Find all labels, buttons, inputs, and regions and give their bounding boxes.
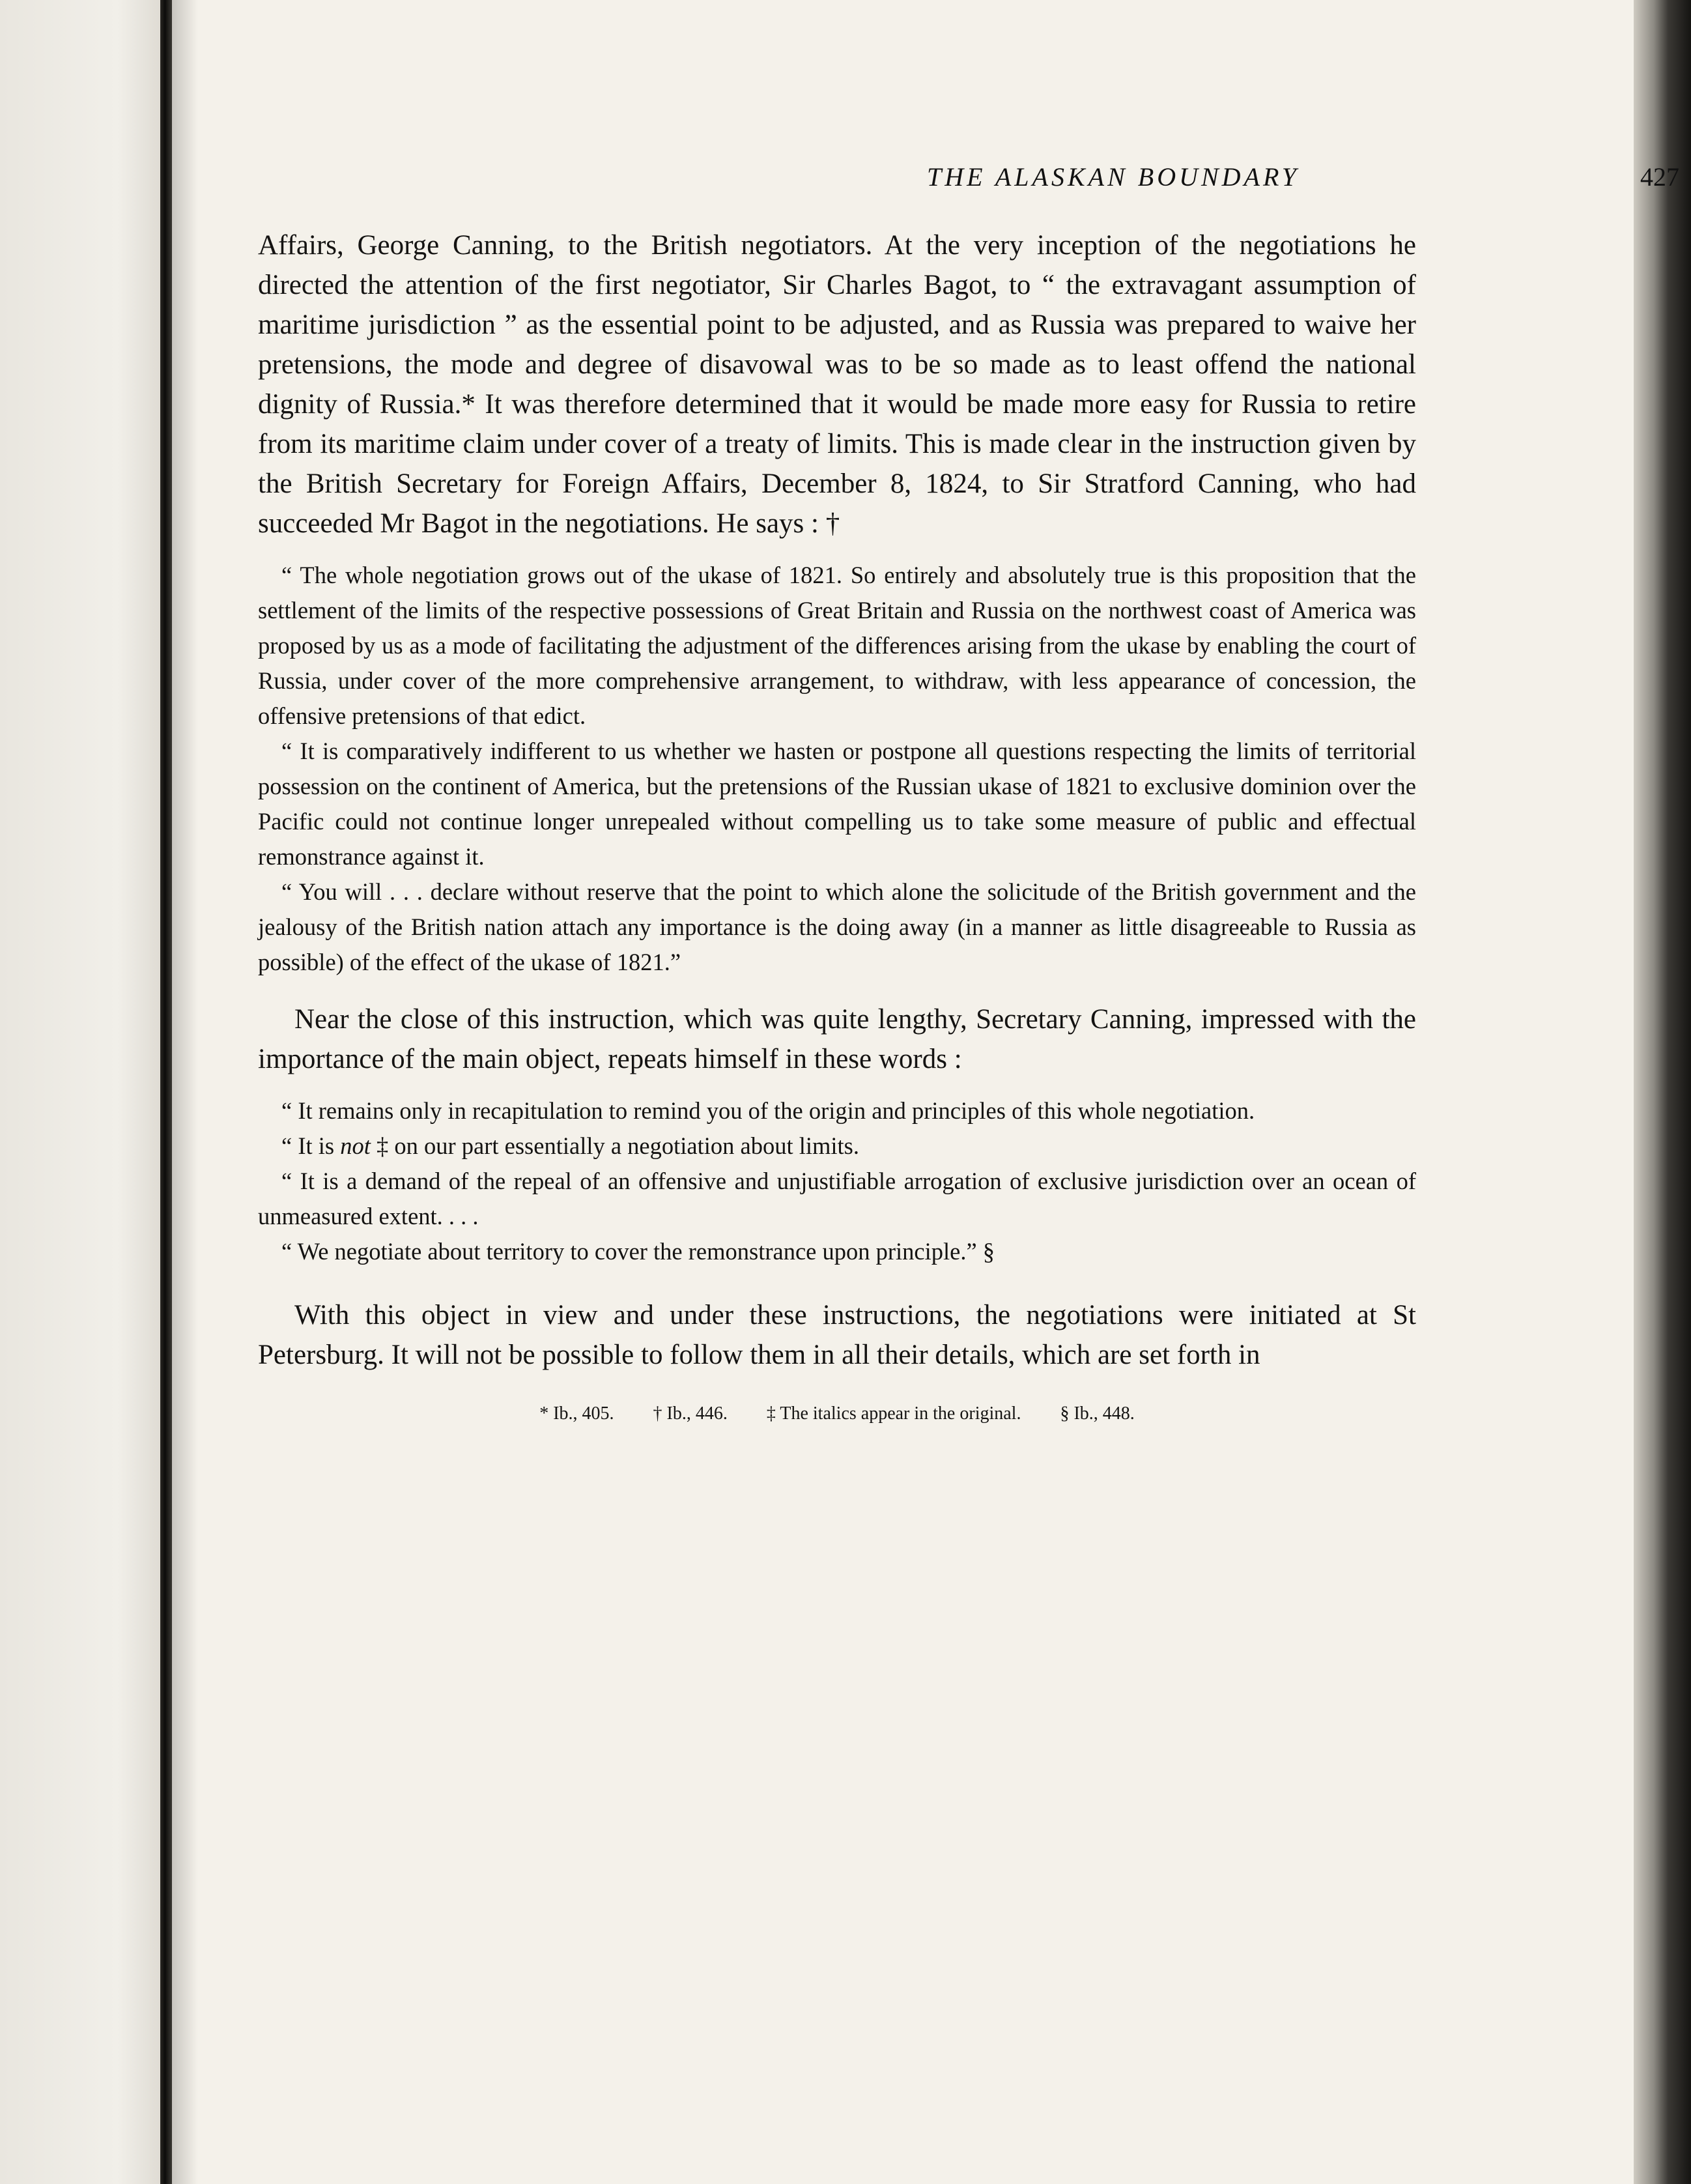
footnote: * Ib., 405.: [539, 1403, 614, 1424]
quote-paragraph: “ It is a demand of the repeal of an offensive and unjustifiable arrogation of exclusive jurisdiction over an ocean of unmeasured extent. . . .: [258, 1168, 1416, 1229]
body-paragraph: Near the close of this instruction, which was quite lengthy, Secretary Canning, impressed with the importance of the main object, repeats himself in these words :: [258, 1004, 1416, 1074]
quote-paragraph: “ It is comparatively indifferent to us whether we hasten or postpone all questions respecting the limits of territorial possession on the continent of America, but the pretensions of the Russian ukase of 1821 to exclusive dominion over the Pacific could not continue longer unrepealed without compelling us to take some measure of public and effectual remonstrance against it.: [258, 738, 1416, 870]
quote-paragraph: “ We negotiate about territory to cover the remonstrance upon principle.” §: [281, 1238, 995, 1265]
footnote: § Ib., 448.: [1060, 1403, 1135, 1424]
binding-gutter: [160, 0, 172, 2184]
quote-text: “ It is: [281, 1132, 341, 1159]
page-body: [258, 225, 1416, 1427]
block-quote: [258, 558, 1416, 980]
block-quote: [258, 1093, 1416, 1269]
page-edge-shadow: [1634, 0, 1691, 2184]
page-number: 427: [1640, 162, 1679, 192]
footnote: ‡ The italics appear in the original.: [766, 1403, 1021, 1424]
quote-paragraph: “ The whole negotiation grows out of the ukase of 1821. So entirely and absolutely true is this proposition that the settlement of the limits of the respective possessions of Great Britain and Russia on the northwest coast of America was proposed by us as a mode of facilitating the adjustment of the differences arising from the ukase by enabling the court of Russia, under cover of the more comprehensive arrangement, to withdraw, with less appearance of concession, the offensive pretensions of that edict.: [258, 562, 1416, 729]
body-paragraph: Affairs, George Canning, to the British negotiators. At the very inception of the negotiations he directed the attention of the first negotiator, Sir Charles Bagot, to “ the extravagant assumption of maritime jurisdiction ” as the essential point to be adjusted, and as Russia was prepared to waive her pretensions, the mode and degree of disavowal was to be so made as to least offend the national dignity of Russia.* It was therefore determined that it would be made more easy for Russia to retire from its maritime claim under cover of a treaty of limits. This is made clear in the instruction given by the British Secretary for Foreign Affairs, December 8, 1824, to Sir Stratford Canning, who had succeeded Mr Bagot in the negotiations. He says : †: [258, 230, 1416, 539]
page-header: [456, 162, 1679, 201]
italic-emphasis: not: [340, 1132, 371, 1159]
running-head: THE ALASKAN BOUNDARY: [927, 162, 1300, 192]
quote-paragraph: [258, 1128, 1416, 1164]
quote-text: ‡ on our part essentially a negotiation about limits.: [370, 1132, 860, 1159]
body-paragraph: With this object in view and under these instructions, the negotiations were initiated at St Petersburg. It will not be possible to follow them in all their details, which are set forth in: [258, 1300, 1416, 1370]
footnotes: [258, 1401, 1416, 1427]
quote-paragraph: “ You will . . . declare without reserve that the point to which alone the solicitude of the British government and the jealousy of the British nation attach any importance is the doing away (in a manner as little disagreeable to Russia as possible) of the effect of the ukase of 1821.”: [258, 878, 1416, 975]
gutter-shadow: [172, 0, 198, 2184]
footnote: † Ib., 446.: [653, 1403, 728, 1424]
quote-paragraph: “ It remains only in recapitulation to remind you of the origin and principles of this whole negotiation.: [281, 1097, 1255, 1124]
facing-page-edge: [0, 0, 168, 2184]
